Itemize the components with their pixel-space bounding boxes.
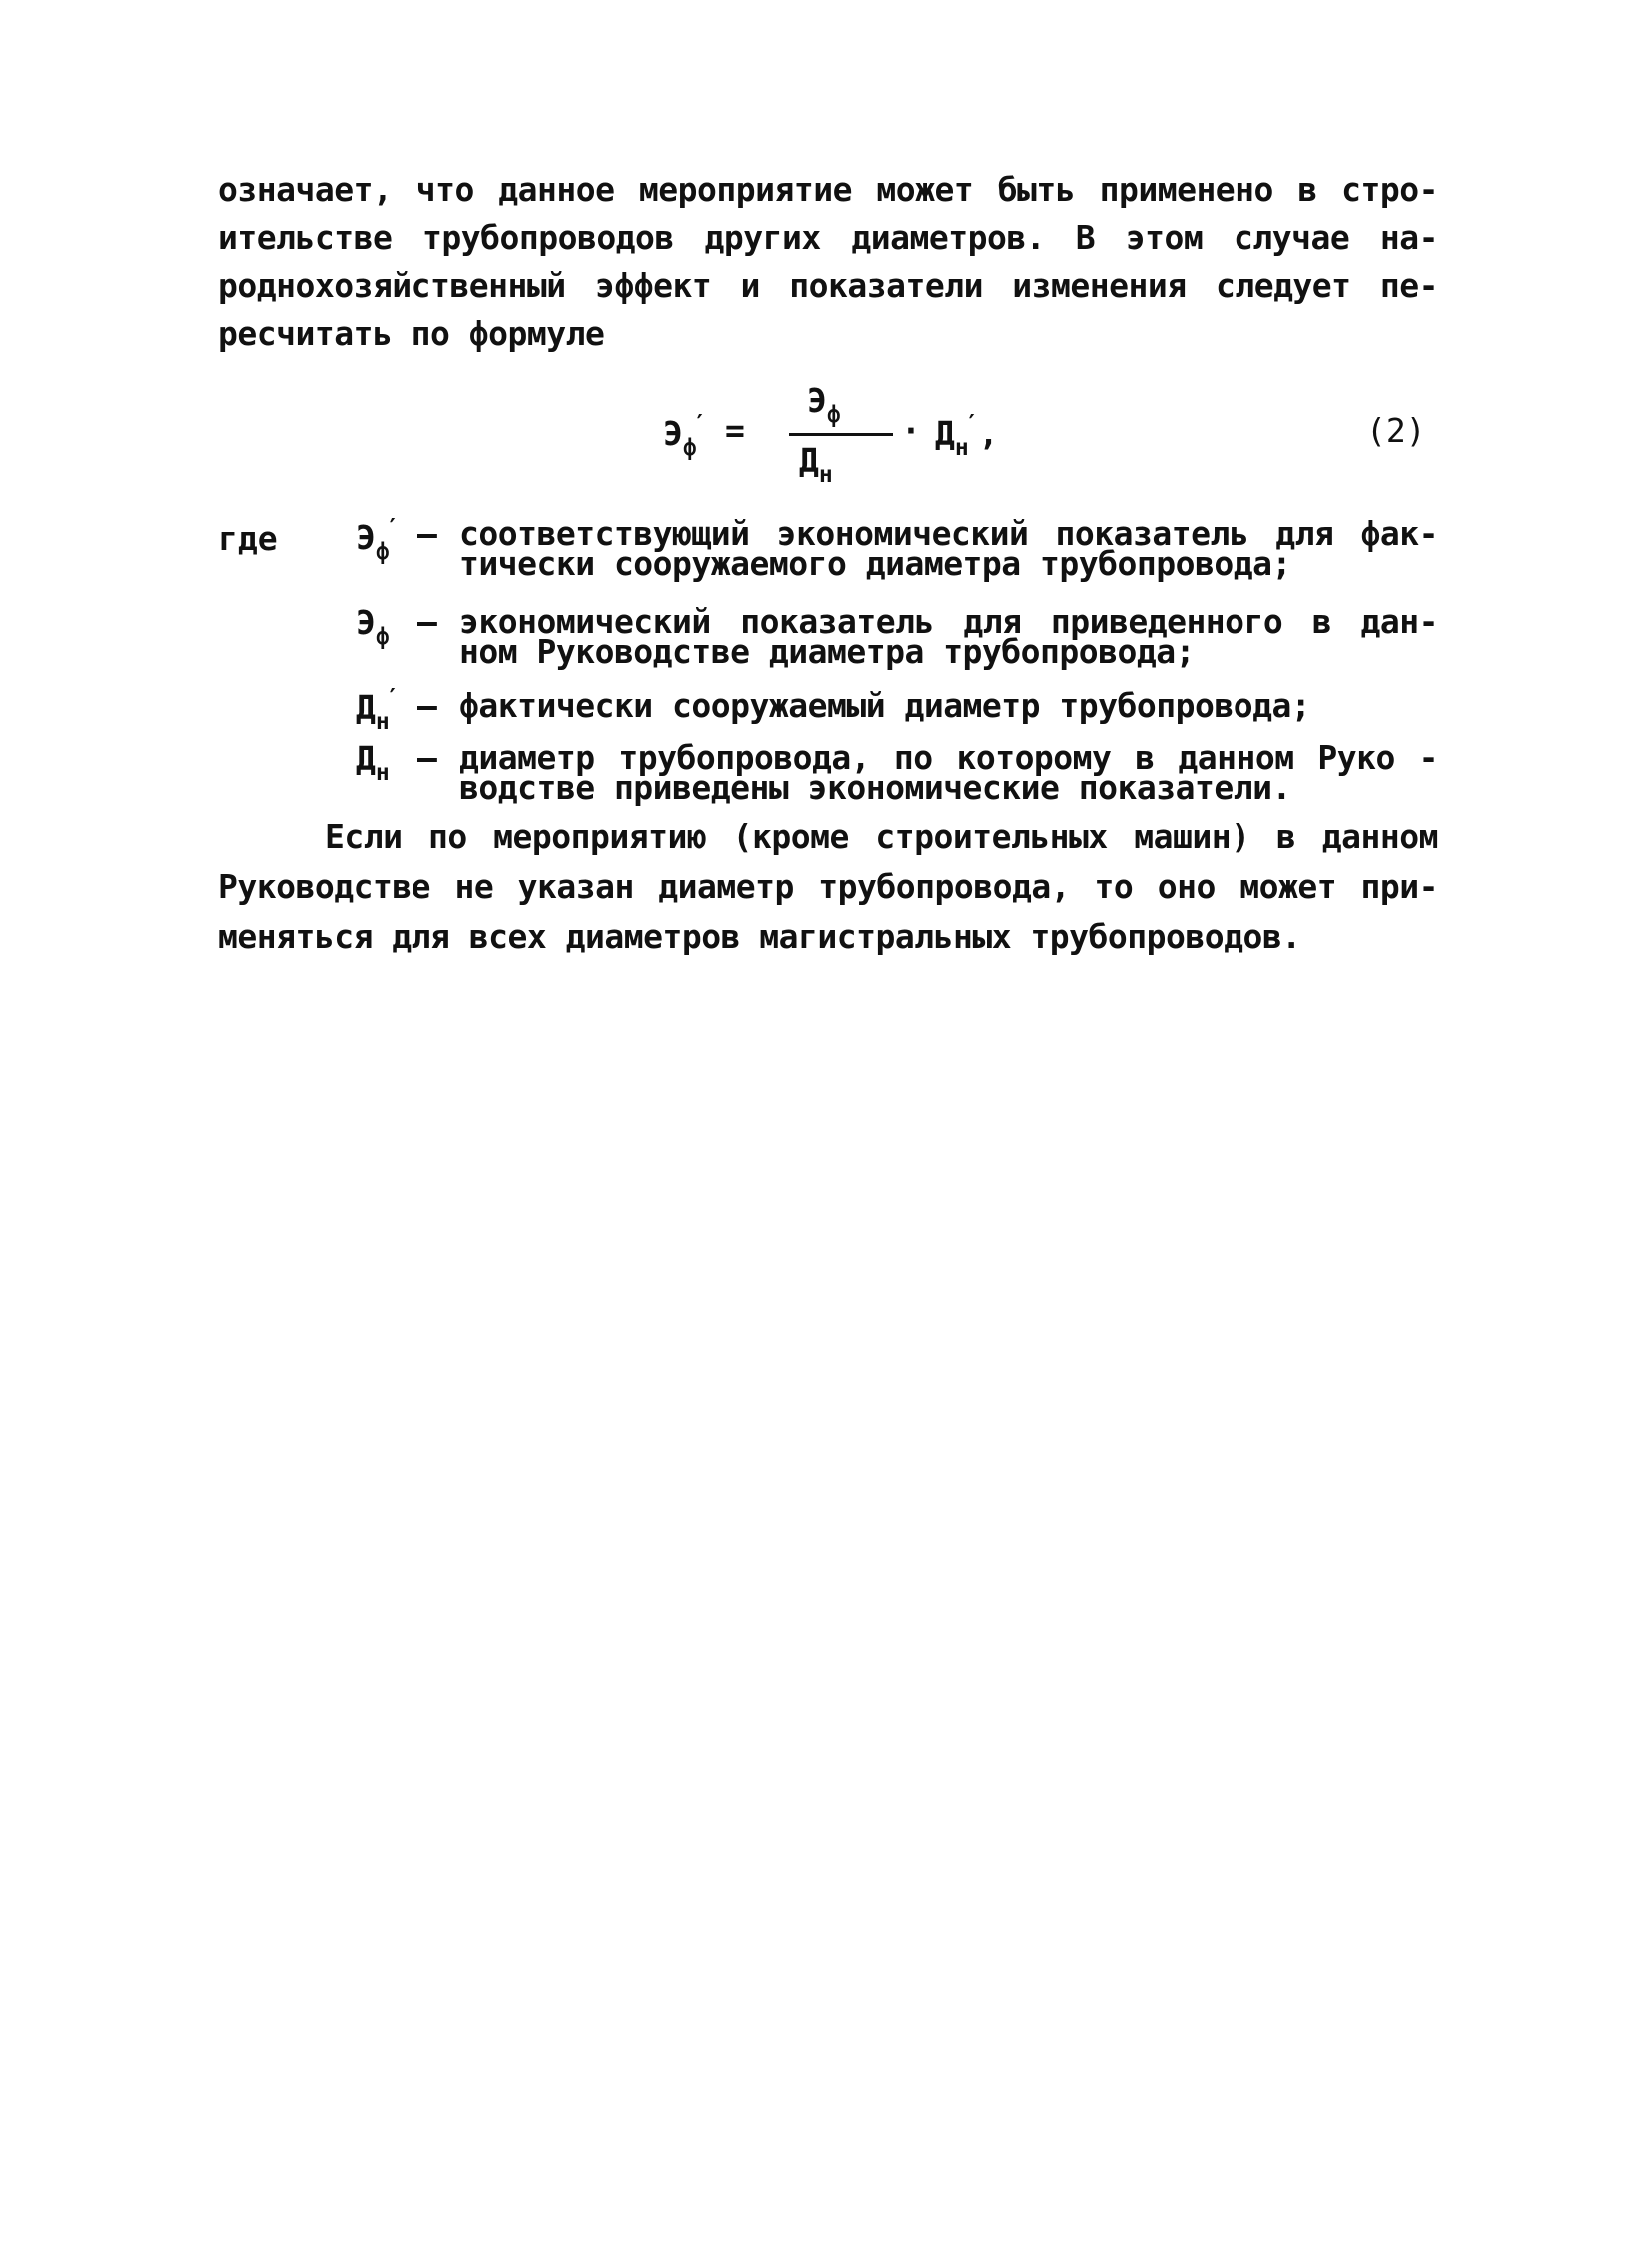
formula-equals: = <box>725 411 745 450</box>
formula-lhs-sub: ф <box>682 435 697 461</box>
paragraph-1-line-1: означает, что данное мероприятие может быть применено в стро- <box>218 170 1438 209</box>
definition-4-dash: – <box>417 738 437 777</box>
formula-lhs <box>663 411 707 461</box>
formula-lhs-base: Э <box>663 414 683 453</box>
formula-rhs-prime: ′ <box>964 411 979 437</box>
definition-3-symbol-sub: н <box>375 709 390 735</box>
formula-rhs-sub: н <box>954 435 969 461</box>
definition-1-line-2: тически сооружаемого диаметра трубопровода; <box>459 544 1291 583</box>
definition-3-dash: – <box>417 686 437 725</box>
definition-2-symbol <box>356 603 390 650</box>
formula-rhs <box>935 411 998 461</box>
definition-4-symbol-sub: н <box>375 760 390 786</box>
definition-2-symbol-sub: ф <box>375 624 390 650</box>
formula-lhs-prime: ′ <box>692 411 707 437</box>
formula-2 <box>639 381 1438 491</box>
paragraph-2-line-3: меняться для всех диаметров магистральных трубопроводов. <box>218 917 1301 956</box>
fraction-bar <box>789 433 893 436</box>
definition-1-symbol <box>356 515 400 565</box>
formula-numerator <box>807 381 841 428</box>
paragraph-2-line-1: Если по мероприятию (кроме строительных машин) в данном <box>325 817 1438 856</box>
definition-2-line-2: ном Руководстве диаметра трубопровода; <box>459 632 1195 671</box>
where-label: где <box>218 519 278 558</box>
definition-2-symbol-base: Э <box>356 603 376 642</box>
formula-denominator <box>799 441 833 488</box>
definition-4-symbol <box>356 739 390 786</box>
formula-multiply-dot: · <box>901 411 921 450</box>
definition-3-line-1: фактически сооружаемый диаметр трубопровода; <box>459 686 1311 725</box>
formula-den-sub: н <box>818 462 833 488</box>
definition-2-line-1: экономический показатель для приведенного в дан- <box>459 602 1438 641</box>
formula-comma: , <box>978 414 999 453</box>
definition-2-dash: – <box>417 602 437 641</box>
paragraph-1-line-3: роднохозяйственный эффект и показатели изменения следует пе- <box>218 266 1438 305</box>
definition-1-symbol-prime: ′ <box>385 515 400 541</box>
definition-3-symbol-prime: ′ <box>385 685 400 711</box>
definition-1-symbol-sub: ф <box>375 539 390 565</box>
formula-number: (2) <box>1366 411 1426 450</box>
definition-3-symbol-base: Д <box>356 688 376 727</box>
definition-1-line-1: соответствующий экономический показатель для фак- <box>459 514 1438 553</box>
definition-4-symbol-base: Д <box>356 739 376 778</box>
paragraph-1-line-4: ресчитать по формуле <box>218 314 605 353</box>
definition-4-line-1: диаметр трубопровода, по которому в данном Руко - <box>459 738 1438 777</box>
paragraph-2-line-2: Руководстве не указан диаметр трубопровода, то оно может при- <box>218 867 1438 906</box>
definition-4-line-2: водстве приведены экономические показатели. <box>459 768 1291 807</box>
formula-rhs-base: Д <box>935 414 955 453</box>
definition-1-dash: – <box>417 514 437 553</box>
formula-num-base: Э <box>807 381 827 420</box>
paragraph-1-line-2: ительстве трубопроводов других диаметров. В этом случае на- <box>218 218 1438 257</box>
definition-3-symbol <box>356 685 400 735</box>
formula-den-base: Д <box>799 441 819 480</box>
formula-num-sub: ф <box>826 402 841 428</box>
definition-1-symbol-base: Э <box>356 518 376 557</box>
